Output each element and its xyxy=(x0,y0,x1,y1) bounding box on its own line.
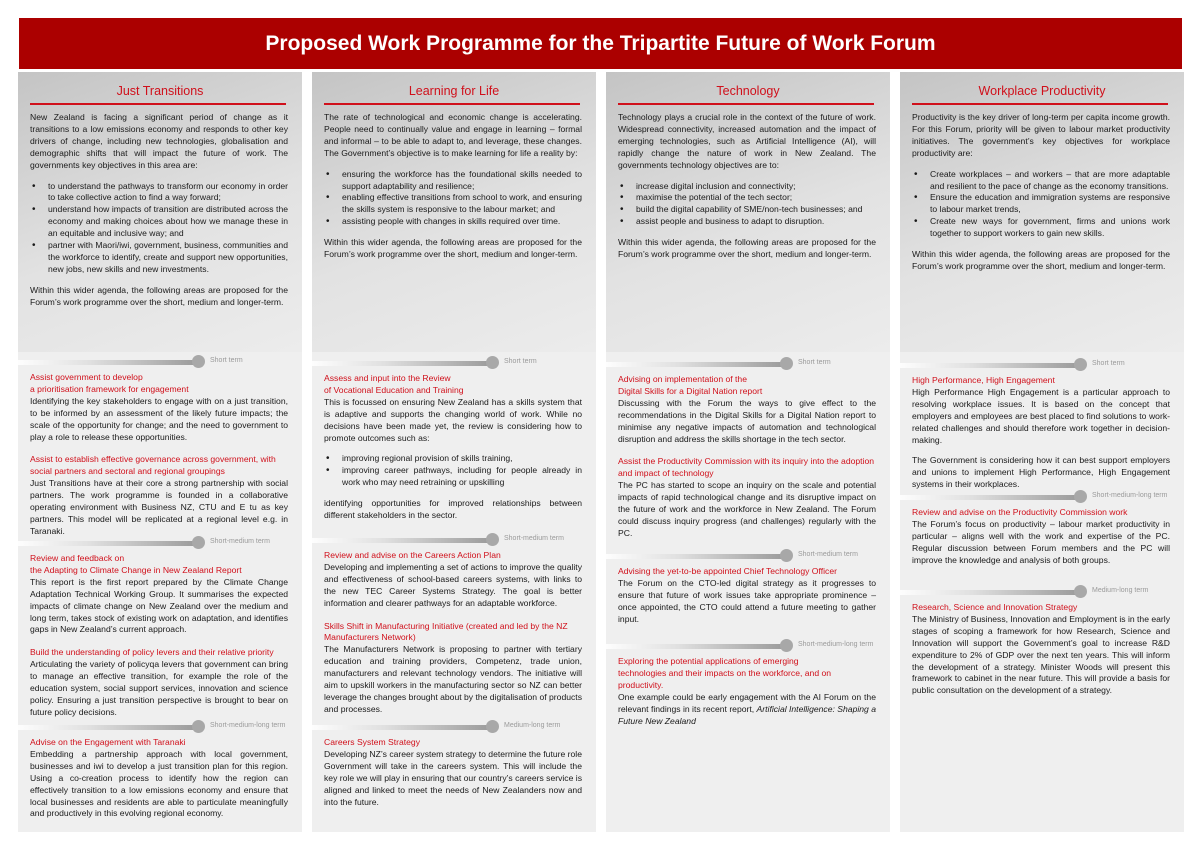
timeframe-divider xyxy=(312,355,596,371)
timeframe-section xyxy=(606,356,890,551)
timeframe-section xyxy=(312,532,596,727)
workstream-body xyxy=(30,577,288,637)
timeframe-label: Short term xyxy=(504,358,537,365)
timeline-bar xyxy=(900,363,1080,368)
objectives-list xyxy=(618,181,876,229)
workstream-title: Research, Science and Innovation Strategy xyxy=(912,602,1078,612)
objectives-list xyxy=(912,169,1170,240)
page-title: Proposed Work Programme for the Tripartite Future of Work Forum xyxy=(19,18,1182,69)
objective-item: • Ensure the education and immigration systems are responsive to labour market trends, xyxy=(912,192,1170,216)
intro-paragraph: Technology plays a crucial role in the context of the future of work. Widespread connectivity, increased automation and the impact of emerging technologies, such as Artificial Intelligence (AI), will rapidly change the nature of work in New Zealand. The governments technology objectives are to: xyxy=(618,112,876,170)
intro-text xyxy=(912,112,1170,273)
workstream-item xyxy=(618,566,876,626)
column-just-transitions xyxy=(18,72,302,832)
workstream-body xyxy=(324,644,582,715)
workstream-list xyxy=(312,735,596,808)
workstream-item xyxy=(30,372,288,443)
column-learning-for-life xyxy=(312,72,596,832)
workstream-list xyxy=(18,735,302,820)
objective-item: • Create new ways for government, firms and unions work together to support workers to gain new skills. xyxy=(912,216,1170,240)
workstream-body-text: High Performance High Engagement is a particular approach to resolving workplace issues. It is based on the concept that employers and employees are best placed to find solutions to work-related challenges and should therefore work together in decision-making. xyxy=(912,386,1170,445)
workstream-title: Review and advise on the Careers Action Plan xyxy=(324,550,501,560)
workstream-title: Advising the yet-to-be appointed Chief Technology Officer xyxy=(618,566,837,576)
workstream-title: Assist government to develop a prioritisation framework for engagement xyxy=(30,372,189,394)
column-title: Workplace Productivity xyxy=(978,84,1106,98)
column-title: Just Transitions xyxy=(116,84,204,98)
column-workplace-productivity xyxy=(900,72,1184,832)
workstream-body xyxy=(912,519,1170,567)
timeframe-label: Medium-long term xyxy=(1092,587,1149,594)
workstream-item xyxy=(324,373,582,522)
workstream-item xyxy=(30,647,288,718)
workstream-body-text: This report is the first report prepared by the Climate Change Adaptation Technical Working Group. It summarises the expected impacts of climate change on New Zealand over the medium and long term, takes stock of existing work on adaptation, and identifies gaps in New Zealand’s current approach. xyxy=(30,576,288,635)
workstream-body-text: Just Transitions have at their core a strong partnership with social partners. The work programme is founded in a collaborative operating environment with Business NZ, CTU and E tu as key partners. This model will be replicated at a regional level e.g. in Taranaki. xyxy=(30,478,288,536)
workstream-list xyxy=(900,505,1184,567)
outro-paragraph: Within this wider agenda, the following areas are proposed for the Forum’s work programme over the short, medium and longer-term. xyxy=(30,284,288,307)
workstream-title: Exploring the potential applications of emerging technologies and their impacts on the workforce, and on productivity. xyxy=(618,656,832,690)
workstream-title: Skills Shift in Manufacturing Initiative (created and led by the NZ Manufacturers Network) xyxy=(324,620,568,643)
workstream-body xyxy=(30,478,288,538)
timeline-dot-icon xyxy=(192,720,205,733)
timeframe-divider xyxy=(900,489,1184,505)
workstream-list xyxy=(312,548,596,716)
workstream-body-text: Discussing with the Forum the ways to give effect to the recommendations in the Digital Skills for a Digital Nation report to minimise any negative impacts of automation and technological disruption and address the skills shortage in the tech sector. xyxy=(618,397,876,444)
timeframe-divider xyxy=(312,532,596,548)
objective-item: • partner with Maori/iwi, government, business, communities and the workforce to identify, create and support new opportunities, new jobs, new skills and new investments. xyxy=(30,240,288,276)
workstream-body-text: This is focussed on ensuring New Zealand has a skills system that is adaptive and supports the changing world of work. While no decisions have been made yet, the review is considering how to promote outcomes such as: xyxy=(324,396,582,443)
objective-item: • assist people and business to adapt to disruption. xyxy=(618,216,876,228)
workstream-extra: identifying opportunities for improved relationships between different stakeholders in the sector. xyxy=(324,498,582,521)
workstream-list xyxy=(900,600,1184,697)
timeline-bar xyxy=(18,360,198,365)
timeframe-divider xyxy=(900,584,1184,600)
timeframe-divider xyxy=(606,548,890,564)
timeframe-label: Short term xyxy=(798,359,831,366)
timeframe-section xyxy=(606,638,890,738)
workstream-body xyxy=(324,562,582,610)
workstream-body xyxy=(912,387,1170,447)
objective-item: • build the digital capability of SME/non-tech businesses; and xyxy=(618,204,876,216)
column-intro xyxy=(606,72,890,352)
timeline-bar xyxy=(606,554,786,559)
timeline-dot-icon xyxy=(1074,358,1087,371)
workstream-item xyxy=(324,550,582,610)
workstream-item xyxy=(912,602,1170,697)
workstream-title: Review and advise on the Productivity Commission work xyxy=(912,507,1128,517)
workstream-body-text: The Ministry of Business, Innovation and Employment is in the early stages of scoping a framework for how Research, Science and Innovation will support the Government’s goal to increase R&D expenditure to 2% of GDP over the next ten years. This will inform the development of a strategy. Minister Woods will present this framework to cabinet in the near future. This will provide a basis for public consultation on the development of a strategy. xyxy=(912,613,1170,696)
workstream-body xyxy=(30,749,288,820)
workstream-body-text: The Manufacturers Network is proposing to partner with tertiary education and training providers, Competenz, trade union, manufacturers and relevant technology vendors. The initiative will aim to upskill workers in the manufacturing sector so NZ can better leverage the changes brought about by the digitalisation of products and processes. xyxy=(324,644,582,714)
workstream-body xyxy=(618,398,876,446)
intro-text xyxy=(30,112,288,309)
intro-paragraph: New Zealand is facing a significant period of change as it transitions to a low emissions economy and responds to other key drivers of change, including new technologies, globalisation and demographic shifts that will impact the future of work. The governments key objectives in this area are: xyxy=(30,112,288,170)
timeline-dot-icon xyxy=(486,356,499,369)
timeframe-label: Short term xyxy=(1092,360,1125,367)
timeframe-label: Short-medium-long term xyxy=(798,641,874,648)
timeline-bar xyxy=(18,541,198,546)
workstream-item xyxy=(324,621,582,716)
workstream-item xyxy=(324,737,582,808)
workstream-title: Assist to establish effective governance across government, with social partners and sectoral and regional groupings xyxy=(30,454,276,477)
objective-item: • maximise the potential of the tech sector; xyxy=(618,192,876,204)
objective-item: • enabling effective transitions from school to work, and ensuring the skills system is responsive to the labour market; and xyxy=(324,192,582,216)
intro-text xyxy=(618,112,876,261)
workstream-title: Advise on the Engagement with Taranaki xyxy=(30,737,186,747)
timeline-bar xyxy=(606,644,786,649)
timeframe-divider xyxy=(18,535,302,551)
workstream-body xyxy=(324,397,582,445)
objective-item: • increase digital inclusion and connectivity; xyxy=(618,181,876,193)
workstream-item xyxy=(30,454,288,537)
timeline-bar xyxy=(900,590,1080,595)
column-intro xyxy=(18,72,302,352)
workstream-list xyxy=(312,371,596,522)
workstream-title: Build the understanding of policy levers and their relative priority xyxy=(30,647,274,658)
objectives-list xyxy=(324,169,582,229)
workstream-title: Assess and input into the Review of Vocational Education and Training xyxy=(324,373,464,395)
title-underline xyxy=(618,103,874,105)
objective-item: • to understand the pathways to transform our economy in order to take collective action to find a way forward; xyxy=(30,181,288,205)
workstream-item xyxy=(912,375,1170,491)
workstream-body-text: Developing and implementing a set of actions to improve the quality and effectiveness of school-based careers systems, with links to the new TEC Career Systems Strategy. The goal is better information and clearer pathways for an adaptable workforce. xyxy=(324,561,582,608)
timeframe-divider xyxy=(18,719,302,735)
intro-paragraph: The rate of technological and economic change is accelerating. People need to continually value and engage in learning – formal and informal – to be able to adapt to, and leverage, these changes. The Government’s objective is to make learning for life a reality by: xyxy=(324,112,582,158)
title-underline xyxy=(324,103,580,105)
timeframe-divider xyxy=(606,356,890,372)
workstream-body xyxy=(912,614,1170,697)
objective-item: • assisting people with changes in skills required over time. xyxy=(324,216,582,228)
workstream-title: Review and feedback on the Adapting to Climate Change in New Zealand Report xyxy=(30,553,242,575)
timeline-bar xyxy=(18,725,198,730)
timeframe-label: Short-medium term xyxy=(210,538,270,545)
timeline-dot-icon xyxy=(486,533,499,546)
timeline-bar xyxy=(312,361,492,366)
workstream-item xyxy=(618,456,876,539)
outcome-item: • improving career pathways, including for people already in work who may need retraining or upskilling xyxy=(324,465,582,489)
workstream-list xyxy=(606,654,890,727)
column-title: Learning for Life xyxy=(408,84,500,98)
intro-text xyxy=(324,112,582,261)
workstream-list xyxy=(18,551,302,719)
timeframe-section xyxy=(312,355,596,533)
workstream-item xyxy=(618,374,876,445)
workstream-list xyxy=(900,373,1184,491)
timeframe-label: Short-medium term xyxy=(504,535,564,542)
objective-item: • ensuring the workforce has the foundational skills needed to support adaptability and resilience; xyxy=(324,169,582,193)
workstream-extra: The Government is considering how it can best support employers and unions to implement High Performance, High Engagement systems in their workplaces. xyxy=(912,455,1170,490)
timeline-bar xyxy=(900,495,1080,500)
workstream-title: Careers System Strategy xyxy=(324,737,420,747)
column-intro xyxy=(312,72,596,352)
workstream-list xyxy=(18,370,302,538)
workstream-list xyxy=(606,564,890,626)
timeframe-label: Short-medium-long term xyxy=(1092,492,1168,499)
workstream-body-text: Identifying the key stakeholders to engage with on a just transition, to be informed by an assessment of the likely future impacts; the scale of the opportunity for change; and the need to government to play a role to release these opportunities. xyxy=(30,395,288,442)
workstream-title: High Performance, High Engagement xyxy=(912,375,1055,385)
timeline-dot-icon xyxy=(780,549,793,562)
outro-paragraph: Within this wider agenda, the following areas are proposed for the Forum’s work programme over the short, medium and longer-term. xyxy=(324,237,582,260)
timeframe-section xyxy=(18,719,302,831)
workstream-item xyxy=(618,656,876,727)
timeframe-section xyxy=(900,489,1184,578)
workstream-title: Advising on implementation of the Digital Skills for a Digital Nation report xyxy=(618,374,763,396)
title-underline xyxy=(912,103,1168,105)
timeline-bar xyxy=(312,725,492,730)
timeframe-section xyxy=(312,719,596,819)
timeframe-section xyxy=(900,584,1184,708)
objective-item: • Create workplaces – and workers – that are more adaptable and resilient to the pace of change as the economy transitions. xyxy=(912,169,1170,193)
workstream-body-text: The Forum on the CTO-led digital strategy as it progresses to ensure that future of work issues take appropriate prominence – once appointed, the CTO could attend a future meeting to gather input. xyxy=(618,577,876,624)
column-title: Technology xyxy=(716,84,780,98)
workstream-item xyxy=(912,507,1170,567)
timeline-dot-icon xyxy=(192,355,205,368)
workstream-title: Assist the Productivity Commission with its inquiry into the adoption and impact of technology xyxy=(618,456,875,479)
timeline-bar xyxy=(606,362,786,367)
timeframe-label: Short-medium-long term xyxy=(210,722,286,729)
workstream-body-text: Articulating the variety of policyqa levers that government can bring to manage an effective transition, for example the role of the education system, social support services, innovation and science policy. Ensuring a just transition perspective is brought to bear on future policy decisions. xyxy=(30,659,288,717)
timeframe-divider xyxy=(606,638,890,654)
timeframe-divider xyxy=(18,354,302,370)
timeline-dot-icon xyxy=(1074,585,1087,598)
outro-paragraph: Within this wider agenda, the following areas are proposed for the Forum’s work programme over the short, medium and longer-term. xyxy=(618,237,876,260)
timeframe-section xyxy=(900,357,1184,502)
timeframe-section xyxy=(18,535,302,730)
workstream-body xyxy=(618,578,876,626)
intro-paragraph: Productivity is the key driver of long-term per capita income growth. For this Forum, priority will be given to labour market productivity initiatives. The government’s key objectives for workplace productivity are: xyxy=(912,112,1170,158)
objectives-list xyxy=(30,181,288,276)
workstream-body xyxy=(30,659,288,719)
timeframe-divider xyxy=(900,357,1184,373)
timeframe-label: Short term xyxy=(210,357,243,364)
timeline-dot-icon xyxy=(192,536,205,549)
workstream-body-text: The Forum’s focus on productivity – labour market productivity in particular – aligns well with the work and expertise of the PC. Regular discussion between Forum members and the PC will improve the knowledge and analysis of both groups. xyxy=(912,518,1170,565)
outcome-list xyxy=(324,453,582,489)
workstream-item xyxy=(30,737,288,820)
workstream-body-text: Embedding a partnership approach with local government, businesses and iwi to develop a just transition plan for this region. Using a co-creation process to identify how the region can effectively transition to a low emissions economy and ensure that local businesses and residents are able to particulate meaningfully and productively in this evolving regional economy. xyxy=(30,748,288,819)
workstream-body xyxy=(618,692,876,728)
workstream-body-text: Developing NZ’s career system strategy to determine the future role Government will take in the careers system. This will include the key role we will play in ensuring that our country’s careers service is aligned and linked to meet the needs of New Zealanders now and into the future. xyxy=(324,748,582,807)
timeline-bar xyxy=(312,538,492,543)
outcome-item: • improving regional provision of skills training, xyxy=(324,453,582,465)
workstream-body-text: The PC has started to scope an inquiry on the scale and potential impacts of rapid technological change and its disruptive impact on the future of work and the workforce in New Zealand. The Forum could discuss inquiry progress (and challenges) regularly with the PC. xyxy=(618,480,876,538)
timeline-dot-icon xyxy=(486,720,499,733)
report-title: Artificial Intelligence: Shaping a Future New Zealand xyxy=(618,703,876,726)
workstream-body xyxy=(30,396,288,444)
timeframe-label: Short-medium term xyxy=(798,551,858,558)
timeline-dot-icon xyxy=(780,639,793,652)
workstream-body xyxy=(324,749,582,809)
workstream-body-text: One example could be early engagement with the AI Forum on the relevant findings in its recent report, xyxy=(618,691,876,714)
outro-paragraph: Within this wider agenda, the following areas are proposed for the Forum’s work programme over the short, medium and longer-term. xyxy=(912,249,1170,271)
workstream-list xyxy=(606,372,890,540)
timeline-dot-icon xyxy=(780,357,793,370)
workstream-item xyxy=(30,553,288,636)
title-underline xyxy=(30,103,286,105)
timeframe-section xyxy=(18,354,302,549)
workstream-body xyxy=(618,480,876,540)
column-technology xyxy=(606,72,890,832)
timeframe-label: Medium-long term xyxy=(504,722,561,729)
timeline-dot-icon xyxy=(1074,490,1087,503)
timeframe-divider xyxy=(312,719,596,735)
column-intro xyxy=(900,72,1184,352)
objective-item: • understand how impacts of transition are distributed across the economy and making choices about how we manage these in an equitable and inclusive way; and xyxy=(30,204,288,240)
timeframe-section xyxy=(606,548,890,637)
